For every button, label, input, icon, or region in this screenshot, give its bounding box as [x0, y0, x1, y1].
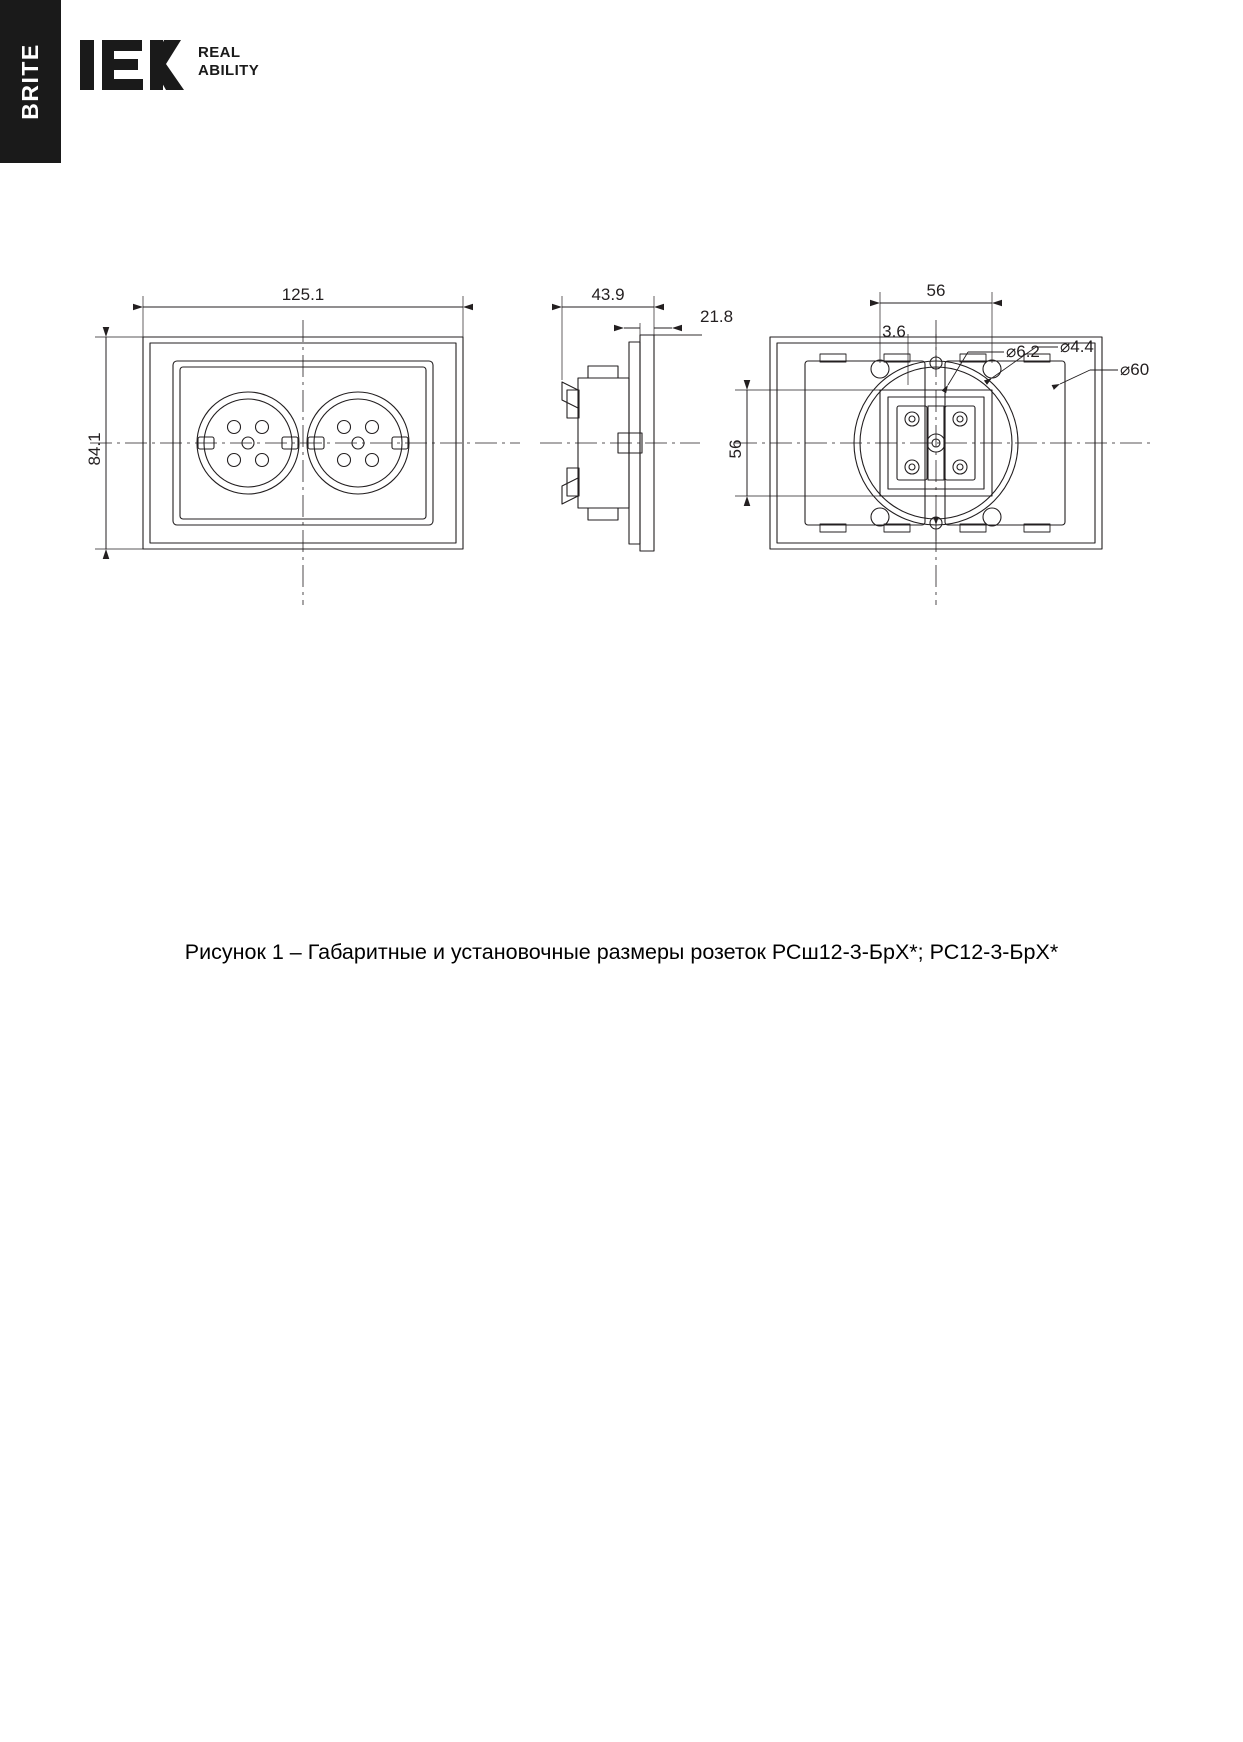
iek-logo-icon: [80, 38, 184, 92]
series-label: BRITE: [17, 43, 43, 120]
dim-back-spacing-h: 56: [926, 281, 946, 300]
dim-side-depth-front: 21.8: [700, 307, 734, 326]
logo-tagline-line-1: REAL: [198, 44, 241, 61]
dim-back-hole-a: ⌀6.2: [1006, 342, 1040, 361]
technical-drawing: [0, 230, 1243, 630]
dim-back-hole-b: ⌀4.4: [1060, 337, 1094, 356]
figure-caption: Рисунок 1 – Габаритные и установочные размеры розеток РСш12-3-БрХ*; РС12-3-БрХ*: [184, 940, 1059, 964]
logo-tagline-line-2: ABILITY: [198, 62, 260, 80]
brand-logo: [80, 38, 259, 92]
dim-back-offset: 3.6: [882, 322, 906, 341]
dim-back-box-diameter: ⌀60: [1120, 360, 1150, 379]
brand-sidebar-block: [0, 0, 61, 163]
logo-tagline: [198, 44, 259, 81]
dim-front-height: 84.1: [85, 432, 104, 466]
dim-front-width: 125.1: [281, 285, 325, 304]
dim-back-spacing-v: 56: [726, 439, 745, 459]
dim-side-depth-total: 43.9: [591, 285, 625, 304]
